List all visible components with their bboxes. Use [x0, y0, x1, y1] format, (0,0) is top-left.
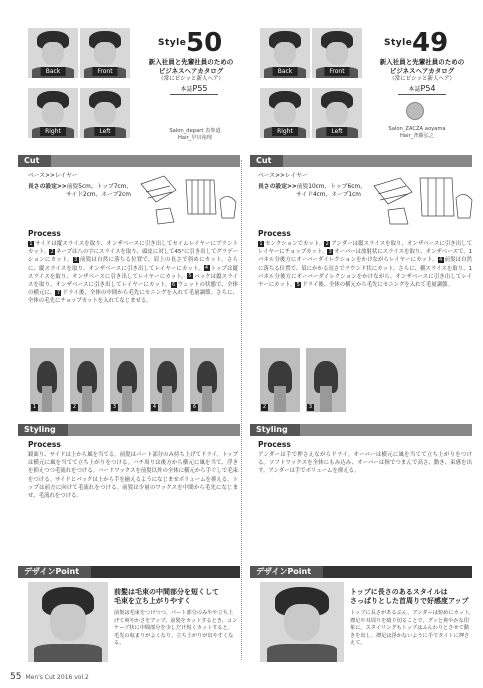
design-point-band — [18, 566, 240, 578]
length-settings — [28, 183, 138, 199]
styling-section-band — [18, 424, 240, 436]
step-photo: 6 — [190, 348, 224, 412]
process-step-3: オーバーは放射状にスライスを取り、オンザベースで、1パネル分後方にオーバーダイレクションをかけながらレイヤーにカット。 — [258, 249, 472, 264]
step-number-5: 5 — [188, 273, 192, 280]
design-point-photo — [28, 582, 108, 662]
step-number-5: 5 — [296, 281, 300, 288]
photo-label: Back — [41, 67, 66, 76]
length-label: 長さの設定>> — [28, 184, 67, 190]
design-point-title: デザインPoint — [250, 566, 323, 578]
step-number-1: 1 — [29, 240, 33, 247]
process-step-5: バックは縦スライスを取り、オンザベースに引き出してレイヤーにカット。 — [28, 273, 238, 289]
point-title-line-1: 前髪は毛束の中間部分を短くして — [114, 588, 219, 596]
cut-diagram — [370, 172, 474, 226]
step-number-2: 2 — [325, 240, 329, 247]
cut-section-band — [18, 155, 240, 167]
catalog-line-2: ビジネスヘアカタログ — [389, 66, 455, 75]
process-step-4: 前髪は自然に落ちる位置で、眉にかかる長さでラウンド状にカット。さらに、横スライスを取り、1パネル分後方にオーバーダイレクションをかけながら、オンザベースに引き出してレイヤーにカット。 — [258, 257, 472, 289]
salon-credit — [382, 126, 452, 140]
step-number-4: 4 — [204, 265, 209, 272]
photo-back — [260, 28, 310, 78]
step-number-1: 1 — [259, 240, 263, 247]
styling-title: Styling — [250, 424, 300, 436]
photo-label: Left — [94, 127, 115, 136]
salon-credit — [160, 128, 230, 142]
step-photo: 3 — [306, 348, 346, 412]
photo-right — [28, 88, 78, 138]
page-ref-page: P55 — [192, 84, 208, 93]
cut-section-band — [250, 155, 472, 167]
length-settings — [258, 183, 370, 199]
catalog-title — [372, 58, 472, 84]
page-ref-label: 本誌 — [180, 86, 193, 93]
step-number-3: 3 — [328, 248, 332, 255]
step-photo: 4 — [150, 348, 184, 412]
photo-back — [28, 28, 78, 78]
page-reference — [398, 84, 446, 95]
length-line-2: サイド4cm、ネープ1cm — [296, 192, 361, 198]
photo-label: Right — [272, 127, 298, 136]
style-49-column — [248, 0, 478, 688]
salon-name: Salon_depart 表参道 — [169, 128, 221, 134]
page-number: 55 — [10, 672, 22, 682]
process-step-2: アンダーは縦スライスを取り、オンザベースに引き出してレイヤーにチョップカット。 — [258, 241, 472, 256]
cut-diagram — [136, 172, 238, 226]
step-photo: 3 — [110, 348, 144, 412]
cut-title: Cut — [18, 155, 51, 167]
process-step-1: センクションでカット。 — [265, 241, 325, 247]
design-point-band — [250, 566, 472, 578]
process-step-7: ドライ後、全体の中間から毛先にセニングを入れて毛量調節。さらに、全体の毛先にチョップカットを入れてなじませる。 — [28, 290, 238, 305]
process-step-5: ドライ後、全体の横元から毛先にセニングを入れて毛量調節。 — [302, 282, 453, 289]
style-number: 50 — [186, 28, 223, 58]
process-step-6: ウェットの状態で、全体の横元に、 — [28, 282, 238, 297]
photo-label: Back — [273, 67, 298, 76]
page-footer — [10, 672, 89, 682]
catalog-line-1: 新入社員と先輩社員のための — [379, 58, 465, 66]
process-step-2: ネープは八の字にスライスを取り、頭皮に対して45°に引き出してグラデーションにカット。 — [28, 249, 238, 264]
design-point-heading — [350, 588, 474, 606]
process-body — [28, 240, 238, 306]
stylist-avatar — [406, 102, 424, 120]
catalog-title — [144, 58, 238, 84]
photo-right — [260, 88, 310, 138]
styling-section-band — [250, 424, 472, 436]
photo-left — [312, 88, 362, 138]
step-photo: 1 — [30, 348, 64, 412]
cut-title: Cut — [250, 155, 283, 167]
column-divider — [241, 160, 242, 660]
stylist-name: Hair_早川裕理 — [178, 135, 212, 141]
style-word: Style — [158, 38, 187, 48]
catalog-subtitle: （常にピシッと新人ヘア） — [389, 76, 455, 82]
step-number-6: 6 — [171, 281, 176, 288]
style-word: Style — [384, 38, 413, 48]
step-number-3: 3 — [74, 256, 78, 263]
point-title-line-1: トップに長さのあるスタイルは — [350, 588, 448, 596]
page-ref-page: P54 — [420, 84, 436, 93]
process-step-3: 前髪は自然に落ちる位置で、眉上の長さで斜めにカット。さらに、縦スライスを取り、オンザベースに引き出してレイヤーにカット。 — [28, 257, 238, 272]
photo-label: Front — [324, 67, 349, 76]
length-line-2: サイド2cm、ネープ2cm — [66, 192, 131, 198]
catalog-line-2: ビジネスヘアカタログ — [158, 66, 224, 75]
process-title: Process — [28, 229, 61, 238]
styling-process-title: Process — [28, 440, 61, 449]
style-number: 49 — [412, 28, 449, 58]
base-line: ベース>>レイヤー — [258, 173, 308, 179]
step-number-2: 2 — [50, 248, 54, 255]
design-point-title: デザインPoint — [18, 566, 91, 578]
salon-name: Salon_ZACZA aoyama — [388, 126, 446, 132]
photo-front — [312, 28, 362, 78]
styling-process-title: Process — [258, 440, 291, 449]
step-number-7: 7 — [56, 289, 61, 296]
catalog-subtitle: （常にピシッと新人ヘア） — [158, 76, 224, 82]
catalog-line-1: 新入社員と先輩社員のための — [148, 58, 234, 66]
design-point-body: トップに長さがあるぶん、アンダーは短めにカット。襟足や耳周りを綺り切ることで、グッと爽やかな印象に。スタイリングもトップはふんわりとさせて動きを出し、襟足は浮かないように手でタイトに押さえて。 — [350, 610, 474, 647]
style-50-column — [10, 0, 240, 688]
stylist-name: Hair_斉藤弘之 — [400, 133, 434, 139]
point-title-line-2: さっぱりとした首周りで好感度アップ — [350, 597, 469, 605]
base-line: ベース>>レイヤー — [28, 173, 78, 179]
length-line-1: 前髪10cm、トップ6cm、 — [296, 184, 366, 190]
photo-left — [80, 88, 130, 138]
design-point-heading — [114, 588, 238, 606]
design-point-body: 前髪は毛束をつけつつ、パート部分のみやや立ち上げて爽やかさをアップ。前髪をカットするとき、コンケーブ状に中間部分を少しだけ短くカットすると、毛先の収まりがよくなり、立ち上がりが出やすくなる。 — [114, 610, 238, 647]
length-label: 長さの設定>> — [258, 184, 297, 190]
magazine-name: Men's Cut 2016 vol.2 — [25, 674, 89, 681]
styling-body: アンダーは手で押さえながらドライ。オーバーは横元に風を当てて立ち上がりをつける。ソフトワックスを全体にもみ込み、オーバーは指でつまんで高さ、動き、束感を出す。アンダーは手でボリュームを抑える。 — [258, 452, 472, 475]
page-reference — [170, 84, 218, 95]
step-photo: 2 — [70, 348, 104, 412]
photo-label: Front — [92, 67, 117, 76]
design-point-photo — [260, 582, 344, 662]
photo-label: Right — [40, 127, 66, 136]
photo-label: Left — [326, 127, 347, 136]
process-title: Process — [258, 229, 291, 238]
point-title-line-2: 毛束を立ち上がりやすく — [114, 597, 191, 605]
photo-front — [80, 28, 130, 78]
styling-title: Styling — [18, 424, 68, 436]
process-step-1: サイドは縦スライスを取り、オンザベースに引き出してセイムレイヤーにブラントカット。 — [28, 241, 238, 256]
page-ref-label: 本誌 — [408, 86, 421, 93]
length-line-1: 前髪5cm、トップ7cm、 — [66, 184, 133, 190]
process-body — [258, 240, 472, 289]
step-photo: 2 — [260, 348, 300, 412]
process-step-4: トップは縦スライスを取り、オンザベースに引き出してレイヤーにカット。 — [28, 265, 238, 280]
styling-body: 鏡面り、サイドは上から風を当てる。前髪はパート部分のみ持ち上げてドライ。トップは横元に風を当てて立ち上がりをつける。ハチ周りは後方から横元に風を当て、浮きを抑えつつ毛流れをつける。ハードワックスを前髪以外の全体に横元から手ぐしで毛束をつける。サイドとバックは上から手を揃えるようになじませボリュームを抑える。トップは前方に向けて毛流れをつける。前髪は少量のワックスを中間から毛先になじませ、毛流れをつける。 — [28, 452, 238, 500]
step-number-4: 4 — [438, 256, 443, 263]
